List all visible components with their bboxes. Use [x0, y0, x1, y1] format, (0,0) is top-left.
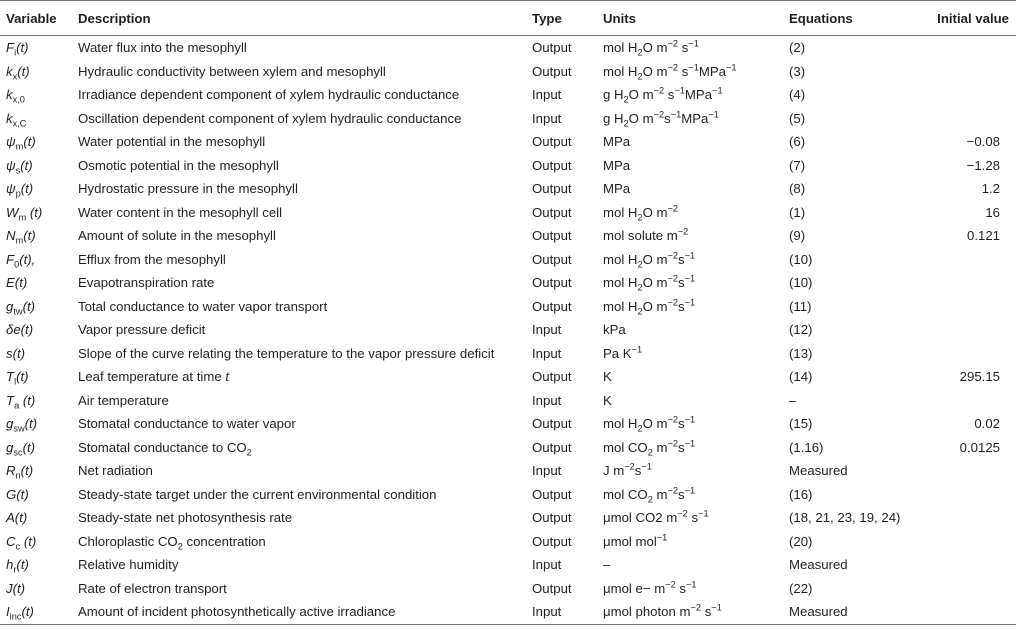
- cell-variable: G(t): [6, 486, 29, 502]
- table-row: [0, 154, 1016, 178]
- header-equations: Equations: [789, 1, 920, 36]
- table-row: [0, 318, 1016, 342]
- cell-variable: $T_l(t)$: [6, 369, 29, 387]
- cell-variable: $k_{x,C}$: [6, 110, 27, 129]
- cell-initial-value: [920, 36, 1016, 60]
- cell-equations: Measured: [789, 463, 848, 479]
- cell-description: Efflux from the mesophyll: [78, 251, 226, 267]
- cell-equations: (3): [789, 63, 806, 79]
- cell-description: Water potential in the mesophyll: [78, 134, 266, 150]
- table-row: [0, 412, 1016, 436]
- header-initial-value: Initial value: [920, 1, 1016, 36]
- cell-initial-value: [920, 342, 1016, 366]
- cell-description: Irradiance dependent component of xylem hydraulic conductance: [78, 87, 460, 103]
- cell-equations: (4): [789, 87, 806, 103]
- cell-initial-value: [920, 295, 1016, 319]
- cell-equations: (1): [789, 204, 806, 220]
- cell-units: mol solute $m^{-2}$: [603, 226, 689, 244]
- cell-variable: $g_{tw}(t)$: [6, 298, 36, 317]
- cell-variable: $T_a$ (t): [6, 392, 36, 411]
- cell-units: mol $CO_2$ $m^{-2}s^{-1}$: [603, 438, 696, 458]
- cell-units: MPa: [603, 181, 631, 197]
- cell-variable: $F_0(t)$,: [6, 251, 36, 270]
- cell-initial-value: [920, 600, 1016, 624]
- table-row: [0, 248, 1016, 272]
- cell-type: Output: [532, 510, 572, 526]
- table-row: [0, 271, 1016, 295]
- cell-equations: Measured: [789, 557, 848, 573]
- cell-initial-value: [920, 459, 1016, 483]
- cell-variable: $C_c$ (t): [6, 533, 37, 552]
- cell-equations: (16): [789, 486, 813, 502]
- cell-initial-value: 0.121: [966, 228, 1000, 244]
- table-row: [0, 577, 1016, 601]
- table-row: [0, 107, 1016, 131]
- cell-description: Steady-state net photosynthesis rate: [78, 510, 293, 526]
- cell-description: Stomatal conductance to $CO_2$: [78, 439, 252, 458]
- cell-variable: $R_n(t)$: [6, 463, 34, 481]
- cell-type: Input: [532, 463, 562, 479]
- cell-equations: (9): [789, 228, 806, 244]
- cell-description: Amount of solute in the mesophyll: [78, 228, 276, 244]
- cell-type: Input: [532, 110, 562, 126]
- cell-type: Output: [532, 181, 572, 197]
- cell-description: Water flux into the mesophyll: [78, 40, 247, 56]
- cell-variable: $\psi_m(t)$: [6, 134, 36, 152]
- cell-variable: A(t): [6, 510, 28, 526]
- cell-variable: $I_{inc}(t)$: [0, 600, 78, 624]
- cell-units: mol $H_2O$ $m^{-2}s^{-1}$: [603, 250, 696, 270]
- cell-equations: (2): [789, 40, 806, 56]
- cell-variable: J(t): [6, 580, 26, 596]
- cell-equations: (15): [789, 416, 813, 432]
- cell-variable: $N_m(t)$: [6, 228, 36, 246]
- cell-initial-value: [920, 271, 1016, 295]
- cell-units: μmol CO2 $m^{-2}$ $s^{-1}$: [603, 508, 709, 526]
- table-row: [0, 553, 1016, 577]
- table-row: [0, 224, 1016, 248]
- table-row: [0, 295, 1016, 319]
- cell-variable: $\psi_p(t)$: [6, 181, 34, 199]
- cell-units: μmol $e- m^{-2}$ $s^{-1}$: [603, 579, 697, 596]
- cell-initial-value: 0.02: [974, 416, 1000, 432]
- cell-description: Steady-state target under the current environmental condition: [78, 486, 437, 502]
- table-row: [0, 60, 1016, 84]
- cell-equations: (8): [789, 181, 806, 197]
- cell-type: Input: [532, 557, 562, 573]
- cell-type: Output: [532, 439, 572, 455]
- cell-equations: (20): [789, 533, 813, 549]
- cell-units: MPa: [603, 157, 631, 173]
- cell-equations: –: [789, 392, 797, 408]
- cell-units: μmol mol$^{-1}$: [603, 532, 668, 549]
- cell-units: K: [603, 369, 612, 385]
- cell-variable: $k_{x,0}$: [6, 87, 25, 105]
- cell-description: Leaf temperature at time t: [78, 369, 230, 385]
- cell-description: Stomatal conductance to water vapor: [78, 416, 296, 432]
- cell-description: Relative humidity: [78, 557, 179, 573]
- header-variable: Variable: [0, 1, 78, 36]
- cell-description: Hydraulic conductivity between xylem and mesophyll: [78, 63, 386, 79]
- table-row: [0, 506, 1016, 530]
- cell-description: Osmotic potential in the mesophyll: [78, 157, 279, 173]
- table-row: [0, 201, 1016, 225]
- cell-initial-value: [920, 83, 1016, 107]
- cell-units: g $H_2O$ $m^{-2}s^{-1}MPa^{-1}$: [603, 109, 719, 129]
- cell-initial-value: [920, 60, 1016, 84]
- cell-initial-value: [920, 248, 1016, 272]
- cell-type: Output: [532, 416, 572, 432]
- cell-units: g $H_2O$ $m^{-2}$ $s^{-1}MPa^{-1}$: [603, 85, 723, 105]
- cell-variable: δe(t): [6, 322, 34, 338]
- header-row: [0, 1, 1016, 36]
- cell-initial-value: [920, 530, 1016, 554]
- cell-units: mol $H_2O$ $m^{-2}s^{-1}$: [603, 273, 696, 293]
- cell-equations: (5): [789, 110, 806, 126]
- cell-initial-value: [920, 107, 1016, 131]
- cell-initial-value: [920, 506, 1016, 530]
- cell-units: mol $H_2O$ $m^{-2}s^{-1}$: [603, 414, 696, 434]
- cell-initial-value: [920, 318, 1016, 342]
- cell-variable: s(t): [6, 345, 26, 361]
- cell-type: Output: [532, 369, 572, 385]
- cell-description: Chloroplastic $CO_2$ concentration: [78, 533, 266, 552]
- cell-type: Input: [532, 600, 603, 624]
- cell-description: Water content in the mesophyll cell: [78, 204, 283, 220]
- cell-units: J $m^{-2}s^{-1}$: [603, 461, 652, 479]
- cell-type: Output: [532, 275, 572, 291]
- cell-initial-value: −0.08: [966, 134, 1000, 150]
- table-row: [0, 36, 1016, 60]
- cell-variable: $k_x(t)$: [6, 63, 30, 82]
- cell-equations: (22): [789, 580, 813, 596]
- cell-initial-value: 16: [985, 204, 1000, 220]
- cell-variable: $\psi_s(t)$: [6, 157, 33, 176]
- cell-type: Output: [532, 228, 572, 244]
- cell-units: K: [603, 392, 612, 408]
- cell-units: mol $CO_2$ $m^{-2}s^{-1}$: [603, 485, 696, 505]
- cell-type: Output: [532, 298, 572, 314]
- cell-initial-value: 1.2: [981, 181, 1000, 197]
- cell-equations: (11): [789, 298, 812, 314]
- cell-units: mol $H_2O$ $m^{-2}$: [603, 203, 679, 223]
- cell-type: Output: [532, 40, 572, 56]
- cell-variable: $h_r(t)$: [6, 557, 29, 575]
- cell-description: Air temperature: [78, 392, 169, 408]
- cell-type: Output: [532, 63, 572, 79]
- cell-description: Amount of incident photosynthetically active irradiance: [78, 600, 532, 624]
- cell-type: Input: [532, 392, 562, 408]
- cell-description: Oscillation dependent component of xylem hydraulic conductance: [78, 110, 462, 126]
- cell-units: MPa: [603, 134, 631, 150]
- cell-initial-value: [920, 577, 1016, 601]
- cell-equations: (12): [789, 322, 813, 338]
- cell-type: Input: [532, 345, 562, 361]
- table-row: [0, 83, 1016, 107]
- cell-description: Net radiation: [78, 463, 153, 479]
- cell-type: Output: [532, 204, 572, 220]
- cell-type: Output: [532, 580, 572, 596]
- cell-type: Output: [532, 157, 572, 173]
- table-row: [0, 436, 1016, 460]
- header-type: Type: [532, 1, 603, 36]
- cell-initial-value: [920, 483, 1016, 507]
- header-units: Units: [603, 1, 789, 36]
- header-description: Description: [78, 1, 532, 36]
- cell-description: Total conductance to water vapor transport: [78, 298, 328, 314]
- cell-initial-value: 0.0125: [959, 439, 1000, 455]
- cell-equations: (7): [789, 157, 806, 173]
- cell-description: Rate of electron transport: [78, 580, 227, 596]
- cell-description: Slope of the curve relating the temperature to the vapor pressure deficit: [78, 345, 495, 361]
- cell-initial-value: −1.28: [966, 157, 1000, 173]
- cell-units: mol $H_2O$ $m^{-2}$ $s^{-1}$: [603, 38, 699, 58]
- table-row: [0, 365, 1016, 389]
- cell-description: Hydrostatic pressure in the mesophyll: [78, 181, 298, 197]
- cell-variable: $F_i(t)$: [6, 40, 29, 58]
- cell-description: Vapor pressure deficit: [78, 322, 206, 338]
- cell-units: –: [603, 557, 611, 573]
- cell-units: Pa $K^{-1}$: [603, 344, 643, 361]
- cell-initial-value: 295.15: [959, 369, 1000, 385]
- cell-equations: (13): [789, 345, 813, 361]
- table-row: [0, 177, 1016, 201]
- cell-equations: (10): [789, 275, 813, 291]
- cell-equations: (14): [789, 369, 813, 385]
- cell-units: μmol photon $m^{-2}$ $s^{-1}$: [603, 600, 789, 624]
- cell-initial-value: [920, 553, 1016, 577]
- cell-variable: $g_{sw}(t)$: [6, 416, 38, 434]
- cell-variable: $g_{sc}(t)$: [6, 439, 36, 458]
- cell-units: mol $H_2O$ $m^{-2}$ $s^{-1}MPa^{-1}$: [603, 62, 737, 82]
- cell-type: Output: [532, 134, 572, 150]
- table-row: [0, 342, 1016, 366]
- table-row: [0, 600, 1016, 624]
- cell-type: Output: [532, 486, 572, 502]
- cell-equations: (6): [789, 134, 806, 150]
- table-row: [0, 483, 1016, 507]
- cell-type: Output: [532, 533, 572, 549]
- cell-units: kPa: [603, 322, 626, 338]
- table-row: [0, 389, 1016, 413]
- cell-variable: E(t): [6, 275, 28, 291]
- cell-type: Input: [532, 87, 562, 103]
- cell-equations: Measured: [789, 600, 920, 624]
- cell-description: Evapotranspiration rate: [78, 275, 215, 291]
- cell-initial-value: [920, 389, 1016, 413]
- cell-equations: (18, 21, 23, 19, 24): [789, 510, 901, 526]
- cell-equations: (10): [789, 251, 813, 267]
- cell-type: Input: [532, 322, 562, 338]
- cell-units: mol $H_2O$ $m^{-2}s^{-1}$: [603, 297, 696, 317]
- table-row: [0, 459, 1016, 483]
- table-row: [0, 130, 1016, 154]
- cell-variable: $W_m$ (t): [6, 204, 43, 223]
- cell-equations: (1.16): [789, 439, 824, 455]
- table-row: [0, 530, 1016, 554]
- cell-type: Output: [532, 251, 572, 267]
